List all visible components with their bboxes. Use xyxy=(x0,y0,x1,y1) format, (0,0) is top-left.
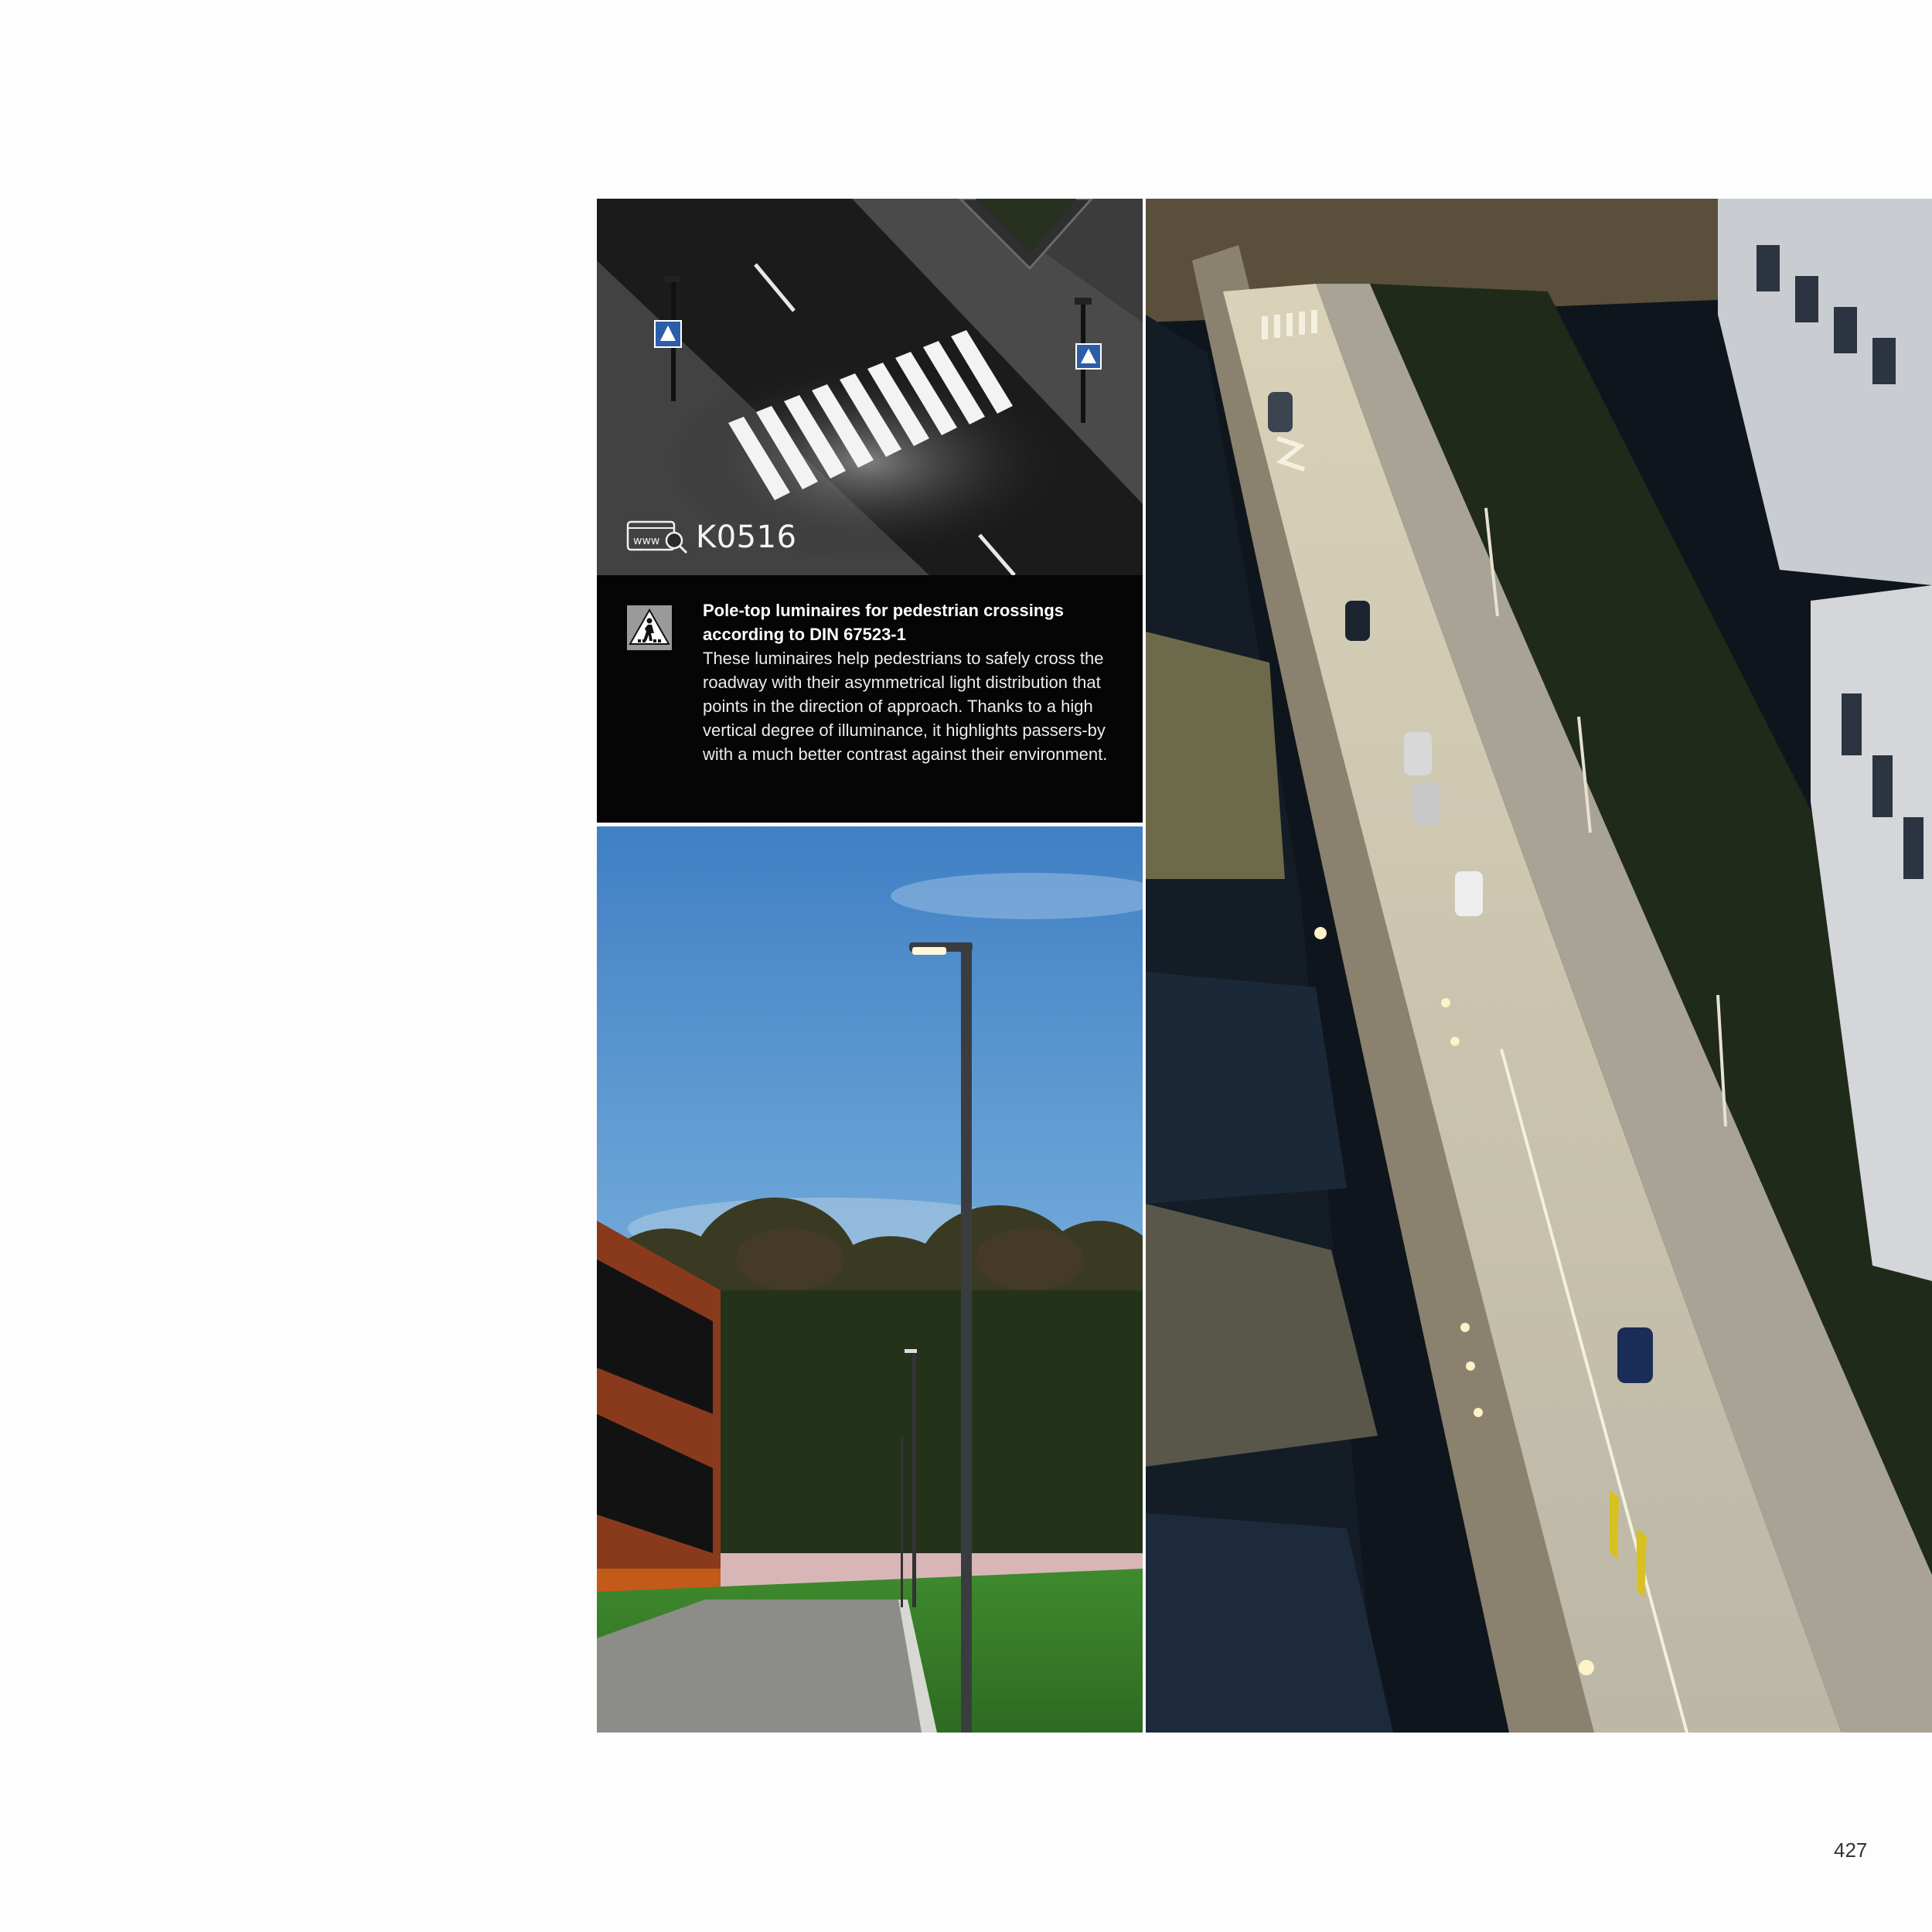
caption-title: Pole-top luminaires for pedestrian crossings according to DIN 67523-1 xyxy=(703,601,1064,644)
caption-body: These luminaires help pedestrians to safely cross the roadway with their asymmetrical light distribution that points in the direction of approach. Thanks to a high vertical degree of illuminance, it highlights passers-by with a much better contrast against their environment. xyxy=(703,649,1108,764)
pedestrian-crossing-sign-icon xyxy=(627,605,672,650)
aerial-scene xyxy=(1146,199,1932,1733)
web-code xyxy=(626,520,797,555)
pedestrian-crossing-photo xyxy=(597,199,1143,575)
caption-text xyxy=(703,598,1120,766)
pole-luminaire-photo xyxy=(597,826,1143,1733)
aerial-street-photo xyxy=(1146,199,1932,1733)
www-search-icon xyxy=(626,520,688,554)
svg-text:www: www xyxy=(633,535,660,547)
pole-scene xyxy=(597,826,1143,1733)
web-code-label: K0516 xyxy=(696,520,797,555)
caption-panel xyxy=(597,575,1143,823)
page-number: 427 xyxy=(1834,1838,1868,1862)
crossing-scene xyxy=(597,199,1143,575)
